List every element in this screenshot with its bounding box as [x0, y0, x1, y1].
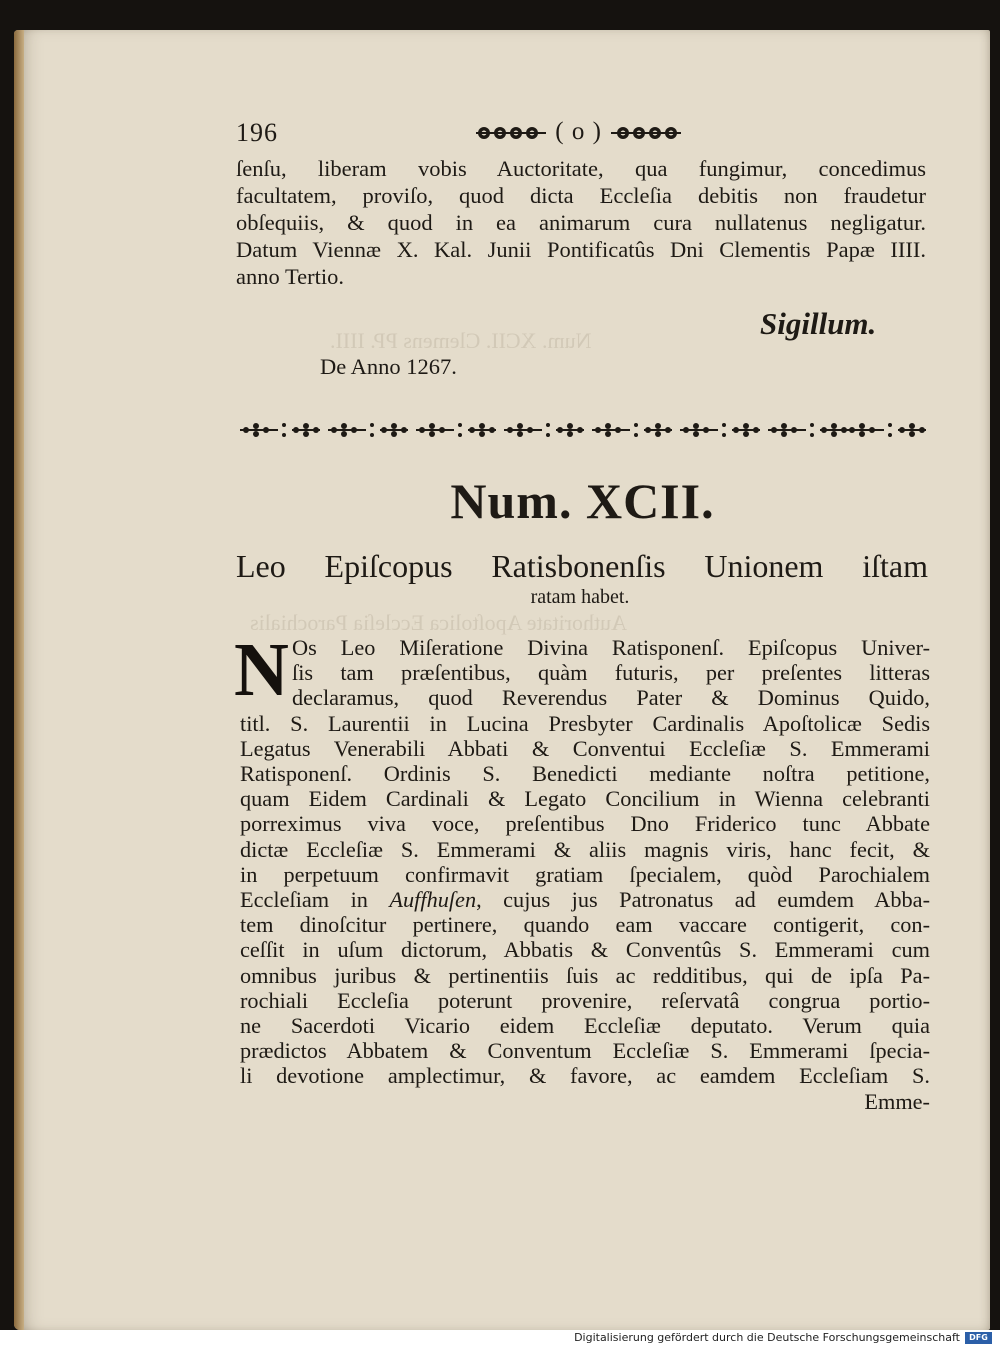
text-line: Ratisponenſ. Ordinis S. Benedicti mediante noſtra petitione,	[240, 761, 930, 787]
page-header	[236, 118, 936, 150]
drop-cap: N	[234, 628, 289, 712]
document-title: Leo Epiſcopus Ratisbonenſis Unionem iſtam	[236, 548, 928, 584]
year-line: De Anno 1267.	[320, 354, 457, 379]
text-line: Legatus Venerabili Abbati & Conventui Eccleſiæ S. Emmerami	[240, 735, 930, 761]
text-line: declaramus, quod Reverendus Pater & Dominus Quido,	[292, 685, 930, 711]
text-line: rochiali Eccleſia poterunt provenire, reſervatâ congrua portio-	[240, 987, 930, 1013]
document-body	[240, 635, 930, 1114]
text-line: Datum Viennæ X. Kal. Junii Pontificatûs Dni Clementis Papæ IIII.	[236, 237, 926, 262]
text-line: ſis tam præſentibus, quàm futuris, per preſentes litteras	[292, 660, 930, 686]
seal-note: Sigillum.	[760, 306, 877, 341]
funding-credit: Digitalisierung gefördert durch die Deutsche Forschungsgemeinschaft	[574, 1331, 960, 1344]
fleuron-ornament-icon	[609, 122, 681, 144]
text-line: quam Eidem Cardinali & Legato Concilium in Wienna celebranti	[240, 786, 930, 812]
text-line: titl. S. Laurentii in Lucina Presbyter Cardinalis Apoſtolicæ Sedis	[240, 710, 930, 736]
section-number	[0, 472, 1000, 530]
running-head	[476, 118, 681, 146]
text-line: omnibus juribus & pertinentiis ſuis ac redditibus, qui de ipſa Pa-	[240, 962, 930, 988]
section-number-text: Num. XCII.	[450, 473, 715, 529]
text-line: ceſſit in uſum dictorum, Abbatis & Conventûs S. Emmerami cum	[240, 937, 930, 963]
running-head-text: ( o )	[555, 118, 602, 145]
text-line: ſenſu, liberam vobis Auctoritate, qua fungimur, concedimus	[236, 156, 926, 181]
show-through-decoration: Authoritate Apoſtolica Eccleſia Parochialis	[250, 610, 627, 635]
text-line: prædictos Abbatem & Conventum Eccleſiæ S. Emmerami ſpecia-	[240, 1038, 930, 1064]
text-line: in perpetuum confirmavit gratiam ſpecialem, quòd Parochialem	[240, 861, 930, 887]
text-line: Os Leo Miſeratione Divina Ratisponenſ. Epiſcopus Univer-	[292, 635, 930, 660]
text-line: obſequiis, & quod in ea animarum cura nullatenus negligatur.	[236, 210, 926, 235]
document-subtitle: ratam habet.	[530, 586, 630, 608]
text-line: porreximus viva voce, preſentibus Dno Friderico tunc Abbate	[240, 811, 930, 837]
fleuron-ornament-icon	[476, 122, 548, 144]
dfg-logo: DFG	[965, 1332, 992, 1344]
text-line: dictæ Eccleſiæ S. Emmerami & aliis magnis viris, hanc fecit, &	[240, 836, 930, 862]
text-line: li devotione amplectimur, & favore, ac eamdem Eccleſiam S.	[240, 1063, 930, 1089]
text-line: Eccleſiam in Auffhuſen, cujus jus Patronatus ad eumdem Abba-	[240, 887, 930, 913]
text-line: tem dinoſcitur pertinere, quando eam vaccare contigerit, con-	[240, 912, 930, 938]
catchword: Emme-	[864, 1088, 930, 1114]
page-number: 196	[236, 118, 278, 147]
text-line: ne Sacerdoti Vicario eidem Eccleſiæ deputato. Verum quia	[240, 1013, 930, 1039]
show-through-decoration: Num. XCII. Clemens PP. IIII.	[330, 328, 592, 353]
ornamental-divider	[236, 418, 926, 442]
digitization-footer	[0, 1330, 1000, 1347]
text-line: facultatem, proviſo, quod dicta Eccleſia debitis non fraudetur	[236, 183, 926, 208]
previous-document-text	[236, 155, 926, 290]
text-line: anno Tertio.	[236, 264, 344, 289]
